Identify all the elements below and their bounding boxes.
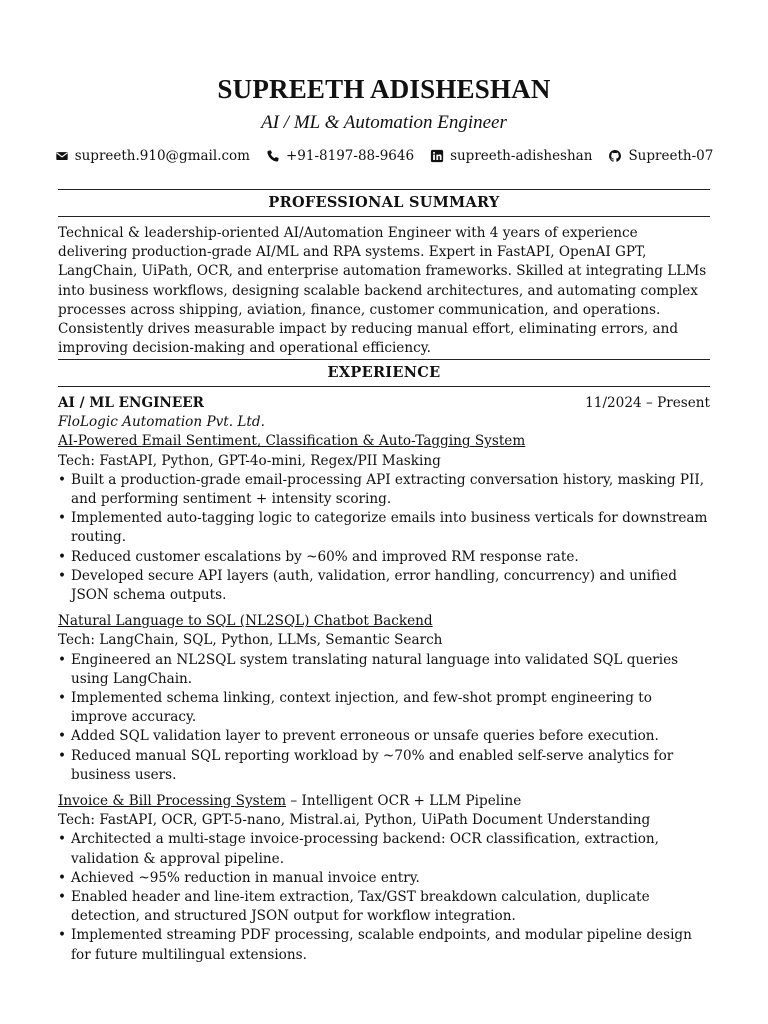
project-tech: Tech: FastAPI, OCR, GPT-5-nano, Mistral.ai, Python, UiPath Document Understanding xyxy=(58,812,651,829)
bullet-item: • Implemented auto-tagging logic to categorize emails into business verticals for downstream routing. xyxy=(58,509,710,547)
project-block xyxy=(58,612,710,785)
contact-bar xyxy=(58,146,714,166)
job-dates: 11/2024 – Present xyxy=(585,395,710,411)
bullet-item: • Added SQL validation layer to prevent erroneous or unsafe queries before execution. xyxy=(58,727,710,746)
bullet-item: • Architected a multi-stage invoice-processing backend: OCR classification, extraction, validation & approval pipeline. xyxy=(58,830,710,868)
linkedin-icon xyxy=(430,149,444,163)
section-divider-top xyxy=(58,189,710,190)
bullet-item: • Built a production-grade email-processing API extracting conversation history, masking PII, and performing sentiment + intensity scoring. xyxy=(58,471,710,509)
section-divider-bottom xyxy=(58,386,710,387)
project-title: Invoice & Bill Processing System xyxy=(58,793,287,810)
company-name: FloLogic Automation Pvt. Ltd. xyxy=(58,414,265,431)
contact-phone[interactable] xyxy=(266,146,414,166)
bullet-list xyxy=(58,830,710,964)
github-text[interactable]: Supreeth-07 xyxy=(628,148,714,164)
project-block xyxy=(58,432,710,605)
bullet-list xyxy=(58,651,710,785)
github-icon xyxy=(608,149,622,163)
contact-github[interactable] xyxy=(608,146,713,166)
project-heading xyxy=(58,792,710,811)
phone-icon xyxy=(266,149,280,163)
job-title: AI / ML ENGINEER xyxy=(58,395,204,411)
experience-section xyxy=(58,394,710,972)
candidate-role: AI / ML & Automation Engineer xyxy=(261,112,507,133)
contact-email[interactable] xyxy=(55,146,250,166)
project-tech: Tech: LangChain, SQL, Python, LLMs, Semantic Search xyxy=(58,632,443,649)
email-icon xyxy=(55,149,69,163)
bullet-item: • Developed secure API layers (auth, validation, error handling, concurrency) and unified JSON schema outputs. xyxy=(58,567,710,605)
bullet-item: • Achieved ~95% reduction in manual invoice entry. xyxy=(58,869,710,888)
bullet-item: • Implemented schema linking, context injection, and few-shot prompt engineering to improve accuracy. xyxy=(58,689,710,727)
section-divider-top xyxy=(58,359,710,360)
bullet-item: • Engineered an NL2SQL system translating natural language into validated SQL queries using LangChain. xyxy=(58,651,710,689)
project-title: AI-Powered Email Sentiment, Classification & Auto-Tagging System xyxy=(58,433,526,450)
bullet-item: • Reduced manual SQL reporting workload by ~70% and enabled self-serve analytics for business users. xyxy=(58,747,710,785)
section-divider-bottom xyxy=(58,216,710,217)
email-text[interactable]: supreeth.910@gmail.com xyxy=(74,148,250,164)
phone-text[interactable]: +91-8197-88-9646 xyxy=(285,148,415,164)
bullet-item: • Implemented streaming PDF processing, scalable endpoints, and modular pipeline design for future multilingual extensions. xyxy=(58,926,710,964)
summary-text: Technical & leadership-oriented AI/Automation Engineer with 4 years of experience delivering production-grade AI/ML and RPA systems. Expert in FastAPI, OpenAI GPT, LangChain, UiPath, OCR, and enterprise automation frameworks. Skilled at integrating LLMs into business workflows, designing scalable backend architectures, and automating complex processes across shipping, aviation, finance, customer communication, and operations. Consistently drives measurable impact by reducing manual effort, eliminating errors, and improving decision-making and operational efficiency. xyxy=(58,225,707,357)
candidate-name: SUPREETH ADISHESHAN xyxy=(217,74,551,104)
linkedin-text[interactable]: supreeth-adisheshan xyxy=(450,148,593,164)
bullet-list xyxy=(58,471,710,605)
project-block xyxy=(58,792,710,965)
summary-section-title: PROFESSIONAL SUMMARY xyxy=(268,194,500,211)
bullet-item: • Reduced customer escalations by ~60% and improved RM response rate. xyxy=(58,548,710,567)
bullet-item: • Enabled header and line-item extraction, Tax/GST breakdown calculation, duplicate detection, and structured JSON output for workflow integration. xyxy=(58,888,710,926)
project-heading xyxy=(58,432,710,451)
contact-linkedin[interactable] xyxy=(430,146,592,166)
project-subtitle: – Intelligent OCR + LLM Pipeline xyxy=(286,793,522,810)
job-header xyxy=(58,394,710,413)
experience-section-title: EXPERIENCE xyxy=(327,364,441,381)
project-title: Natural Language to SQL (NL2SQL) Chatbot Backend xyxy=(58,613,433,630)
project-heading xyxy=(58,612,710,631)
project-tech: Tech: FastAPI, Python, GPT-4o-mini, Regex/PII Masking xyxy=(58,452,441,469)
